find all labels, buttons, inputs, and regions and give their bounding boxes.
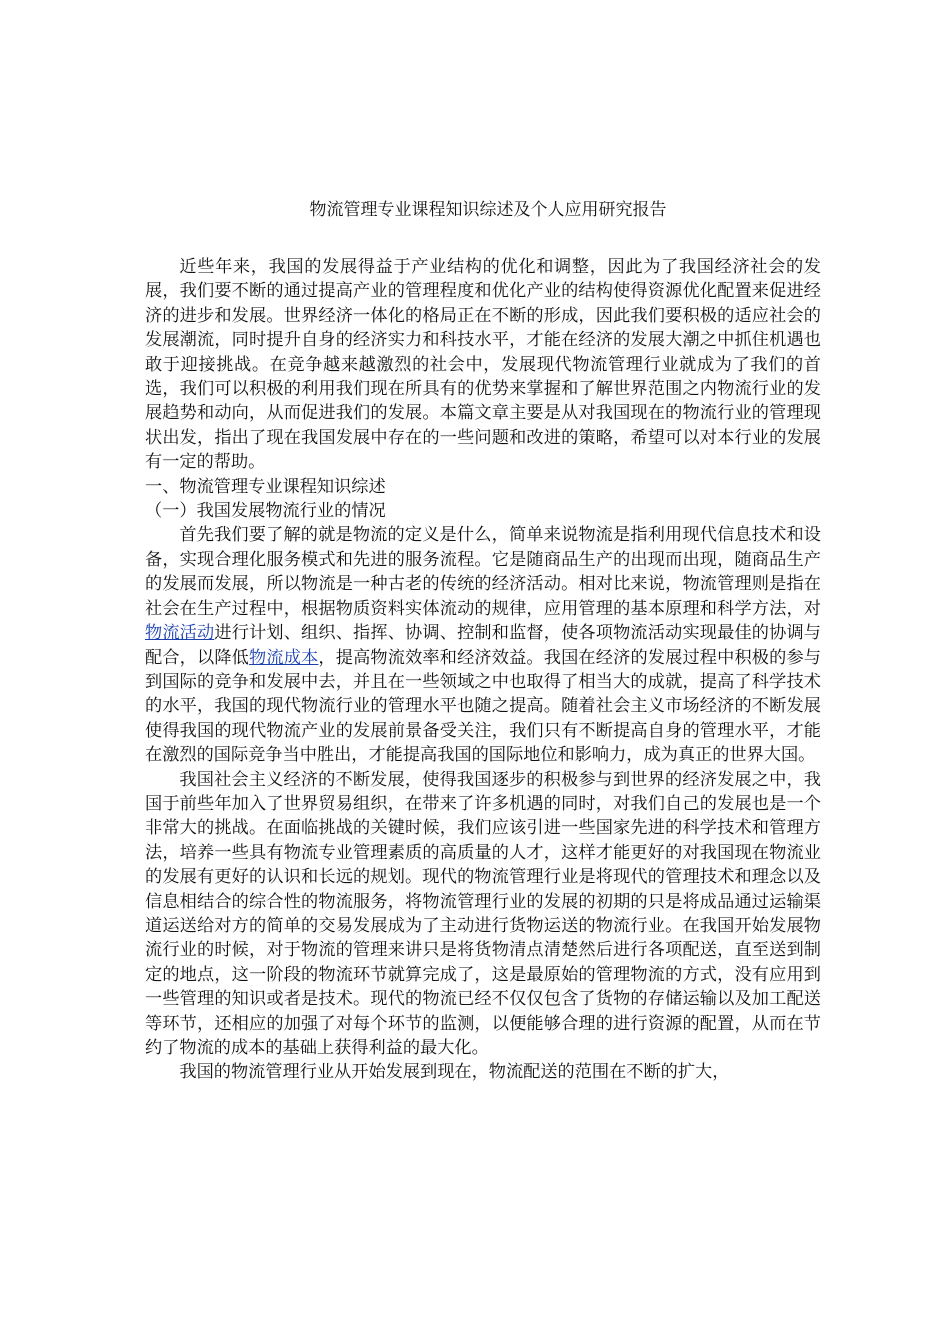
intro-paragraph: 近些年来，我国的发展得益于产业结构的优化和调整，因此为了我国经济社会的发展，我们要不断的通过提高产业的管理程度和优化产业的结构使得资源优化配置来促进经济的进步和发展。世界经济一体化的格局正在不断的形成，因此我们要积极的适应社会的发展潮流，同时提升自身的经济实力和科技水平，才能在经济的发展大潮之中抓住机遇也敢于迎接挑战。在竞争越来越激烈的社会中，发展现代物流管理行业就成为了我们的首选，我们可以积极的利用我们现在所具有的优势来掌握和了解世界范围之内物流行业的发展趋势和动向，从而促进我们的发展。本篇文章主要是从对我国现在的物流行业的管理现状出发，指出了现在我国发展中存在的一些问题和改进的策略，希望可以对本行业的发展有一定的帮助。 bbox=[145, 257, 821, 473]
definition-paragraph bbox=[145, 523, 821, 767]
logistics-activity-link[interactable]: 物流活动 bbox=[145, 623, 215, 644]
logistics-cost-link[interactable]: 物流成本 bbox=[249, 647, 319, 668]
paragraph-text: 进行计划、组织、指挥、协调、控制和监督，使各项物流活动实现最佳的协调与配合，以降低 bbox=[145, 623, 821, 668]
paragraph-text: ，提高物流效率和经济效益。我国在经济的发展过程中积极的参与到国际的竞争和发展中去，并且在一些领域之中也取得了相当大的成就，提高了科学技术的水平，我国的现代物流行业的管理水平也随之提高。随着社会主义市场经济的不断发展使得我国的现代物流产业的发展前景备受关注，我们只有不断提高自身的管理水平，才能在激烈的国际竞争当中胜出，才能提高我国的国际地位和影响力，成为真正的世界大国。 bbox=[145, 647, 821, 766]
subsection-heading: （一）我国发展物流行业的情况 bbox=[145, 501, 386, 522]
section-heading: 一、物流管理专业课程知识综述 bbox=[145, 476, 386, 497]
paragraph-text: 首先我们要了解的就是物流的定义是什么，简单来说物流是指利用现代信息技术和设备，实现合理化服务模式和先进的服务流程。它是随商品生产的出现而出现，随商品生产的发展而发展，所以物流是一种古老的传统的经济活动。相对比来说，物流管理则是指在社会在生产过程中，根据物质资料实体流动的规律，应用管理的基本原理和科学方法，对 bbox=[145, 525, 821, 619]
document-page bbox=[145, 197, 821, 1085]
development-paragraph: 我国社会主义经济的不断发展，使得我国逐步的积极参与到世界的经济发展之中，我国于前些年加入了世界贸易组织，在带来了许多机遇的同时，对我们自己的发展也是一个非常大的挑战。在面临挑战的关键时候，我们应该引进一些国家先进的科学技术和管理方法，培养一些具有物流专业管理素质的高质量的人才，这样才能更好的对我国现在物流业的发展有更好的认识和长远的规划。现代的物流管理行业是将现代的管理技术和理念以及信息相结合的综合性的物流服务，将物流管理行业的发展的初期的只是将成品通过运输渠道运送给对方的简单的交易发展成为了主动进行货物运送的物流行业。在我国开始发展物流行业的时候，对于物流的管理来讲只是将货物清点清楚然后进行各项配送，直至送到制定的地点，这一阶段的物流环节就算完成了，这是最原始的管理物流的方式，没有应用到一些管理的知识或者是技术。现代的物流已经不仅仅包含了货物的存储运输以及加工配送等环节，还相应的加强了对每个环节的监测，以便能够合理的进行资源的配置，从而在节约了物流的成本的基础上获得利益的最大化。 bbox=[145, 769, 821, 1058]
continuation-paragraph: 我国的物流管理行业从开始发展到现在，物流配送的范围在不断的扩大， bbox=[179, 1062, 730, 1083]
document-title: 物流管理专业课程知识综述及个人应用研究报告 bbox=[309, 200, 667, 220]
